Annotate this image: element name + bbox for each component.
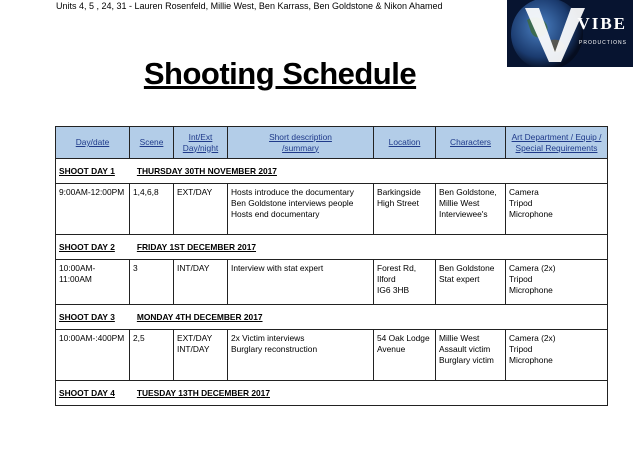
schedule-table bbox=[55, 126, 608, 406]
table-cell: Hosts introduce the documentary Ben Goldstone interviews people Hosts end documentary bbox=[228, 184, 374, 235]
table-cell: EXT/DAY INT/DAY bbox=[174, 330, 228, 381]
table-cell: Forest Rd, Ilford IG6 3HB bbox=[374, 260, 436, 305]
table-cell: Camera Tripod Microphone bbox=[506, 184, 608, 235]
col-header: Int/Ext Day/night bbox=[174, 127, 228, 159]
shoot-day-label: SHOOT DAY 4 bbox=[59, 387, 115, 398]
table-cell: EXT/DAY bbox=[174, 184, 228, 235]
logo-sub-text: PRODUCTIONS bbox=[579, 40, 627, 46]
day-header-row bbox=[56, 159, 608, 184]
col-header: Short description /summary bbox=[228, 127, 374, 159]
table-row bbox=[56, 260, 608, 305]
table-cell: 10:00AM-11:00AM bbox=[56, 260, 130, 305]
day-header-cell bbox=[56, 305, 608, 330]
page-title: Shooting Schedule bbox=[143, 56, 417, 91]
table-cell: Barkingside High Street bbox=[374, 184, 436, 235]
table-cell: INT/DAY bbox=[174, 260, 228, 305]
day-header-cell bbox=[56, 159, 608, 184]
credits-line: Units 4, 5 , 24, 31 - Lauren Rosenfeld, Millie West, Ben Karrass, Ben Goldstone & Nikon Ahamed bbox=[56, 1, 443, 11]
table-cell: 1,4,6,8 bbox=[130, 184, 174, 235]
shoot-date-label: MONDAY 4TH DECEMBER 2017 bbox=[136, 311, 263, 322]
col-header: Scene bbox=[130, 127, 174, 159]
day-header-row bbox=[56, 305, 608, 330]
shoot-date-label: FRIDAY 1ST DECEMBER 2017 bbox=[136, 241, 257, 252]
shoot-date-label: THURSDAY 30TH NOVEMBER 2017 bbox=[136, 165, 277, 176]
day-header-cell bbox=[56, 381, 608, 406]
table-cell: Camera (2x) Tripod Microphone bbox=[506, 330, 608, 381]
table-cell: Interview with stat expert bbox=[228, 260, 374, 305]
table-cell: 9:00AM-12:00PM bbox=[56, 184, 130, 235]
col-header: Location bbox=[374, 127, 436, 159]
col-header: Day/date bbox=[56, 127, 130, 159]
day-header-row bbox=[56, 381, 608, 406]
table-cell: 2,5 bbox=[130, 330, 174, 381]
day-header-cell bbox=[56, 235, 608, 260]
shoot-day-label: SHOOT DAY 2 bbox=[59, 241, 115, 252]
shoot-day-label: SHOOT DAY 1 bbox=[59, 165, 115, 176]
table-cell: Camera (2x) Tripod Microphone bbox=[506, 260, 608, 305]
col-header: Art Department / Equip / Special Requirements bbox=[506, 127, 608, 159]
shoot-date-label: TUESDAY 13TH DECEMBER 2017 bbox=[136, 387, 270, 398]
shoot-day-label: SHOOT DAY 3 bbox=[59, 311, 115, 322]
table-row bbox=[56, 330, 608, 381]
col-header: Characters bbox=[436, 127, 506, 159]
table-cell: Ben Goldstone, Millie West Interviewee's bbox=[436, 184, 506, 235]
table-row bbox=[56, 184, 608, 235]
table-cell: 3 bbox=[130, 260, 174, 305]
table-cell: Ben Goldstone Stat expert bbox=[436, 260, 506, 305]
table-cell: 2x Victim interviews Burglary reconstruction bbox=[228, 330, 374, 381]
logo-brand-text: VIBE bbox=[577, 14, 627, 33]
table-cell: 54 Oak Lodge Avenue bbox=[374, 330, 436, 381]
table-header-row bbox=[56, 127, 608, 159]
table-cell: 10:00AM-:400PM bbox=[56, 330, 130, 381]
table-cell: Millie West Assault victim Burglary victim bbox=[436, 330, 506, 381]
day-header-row bbox=[56, 235, 608, 260]
